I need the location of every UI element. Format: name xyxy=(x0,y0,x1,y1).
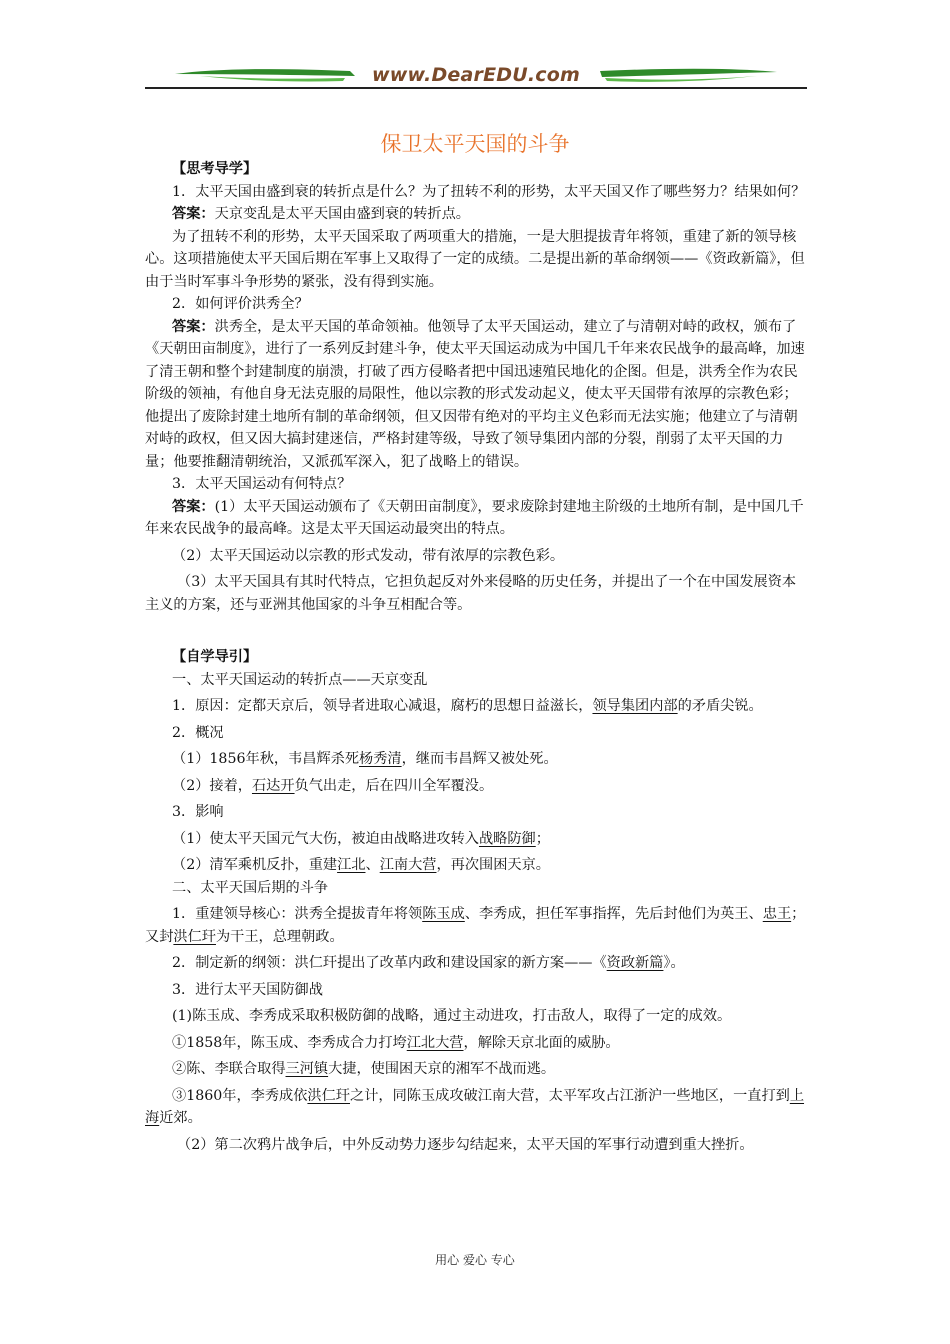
underlined-term: 洪仁玕 xyxy=(307,1087,350,1104)
answer-text: (1）太平天国运动颁布了《天朝田亩制度》，要求废除封建地主阶级的土地所有制，是中国几千年来农民战争的最高峰。这是太平天国运动最突出的特点。 xyxy=(145,498,804,537)
site-logo-text: www.DearEDU.com xyxy=(371,64,581,86)
list-item: （1）1856年秋，韦昌辉杀死杨秀清，继而韦昌辉又被处死。 xyxy=(172,751,558,767)
question-3: 3．太平天国运动有何特点？ xyxy=(172,476,352,492)
answer-1 xyxy=(145,203,807,226)
section-heading-think: 【思考导学】 xyxy=(172,161,258,177)
list-item: ③1860年，李秀成依洪仁玕之计，同陈玉成攻破江南大营，太平军攻占江浙沪一些地区，一直打到上海近郊。 xyxy=(145,1087,805,1126)
underlined-term: 领导集团内部 xyxy=(592,698,678,714)
underlined-term: 陈玉成 xyxy=(422,906,465,922)
list-item: ①1858年，陈玉成、李秀成合力打垮江北大营，解除天京北面的威胁。 xyxy=(172,1034,620,1051)
answer-1-more: 为了扭转不利的形势，太平天国采取了两项重大的措施，一是大胆提拔青年将领，重建了新的领导核心。这项措施使太平天国后期在军事上又取得了一定的成绩。二是提出新的革命纲领——《资政新篇》，但由于当时军事斗争形势的紧张，没有得到实施。 xyxy=(145,228,805,290)
section-gap xyxy=(145,616,807,646)
question-2: 2．如何评价洪秀全？ xyxy=(172,296,309,312)
list-item: 2．制定新的纲领：洪仁玕提出了改革内政和建设国家的新方案——《资政新篇》。 xyxy=(172,955,685,971)
page-footer: 用心 爱心 专心 xyxy=(435,1253,515,1267)
underlined-term: 江北大营 xyxy=(406,1034,464,1051)
underlined-term: 上海 xyxy=(145,1087,805,1126)
answer-text: 洪秀全，是太平天国的革命领袖。他领导了太平天国运动，建立了与清朝对峙的政权，颁布了《天朝田亩制度》，进行了一系列反封建斗争，使太平天国运动成为中国几千年来农民战争的最高峰，加速了清王朝和整个封建制度的崩溃，打破了西方侵略者把中国迅速殖民地化的企图。但是，洪秀全作为农民阶级的领袖，有他自身无法克服的局限性，他以宗教的形式发动起义，使太平天国带有浓厚的宗教色彩；他提出了废除封建土地所有制的革命纲领，但又因带有绝对的平均主义色彩而无法实施；他建立了与清朝对峙的政权，但又因大搞封建迷信，严格封建等级，导致了领导集团内部的分裂，削弱了太平天国的力量；他要推翻清朝统治，又派孤军深入，犯了战略上的错误。 xyxy=(145,318,805,470)
underlined-term: 资政新篇 xyxy=(606,955,664,971)
list-item: 2．概况 xyxy=(172,724,224,741)
page-title: 保卫太平天国的斗争 xyxy=(380,132,570,156)
answer-text: 天京变乱是太平天国由盛到衰的转折点。 xyxy=(214,206,470,222)
list-item: （2）第二次鸦片战争后，中外反动势力逐步勾结起来，太平天国的军事行动遭到重大挫折。 xyxy=(177,1136,754,1153)
underlined-term: 江南大营 xyxy=(379,857,437,873)
list-item: (1)陈玉成、李秀成采取积极防御的战略，通过主动进攻，打击敌人，取得了一定的成效。 xyxy=(172,1008,732,1024)
list-item: （2）清军乘机反扑，重建江北、江南大营，再次围困天京。 xyxy=(172,857,550,873)
list-item: ②陈、李联合取得三河镇大捷，使围困天京的湘军不战而逃。 xyxy=(172,1061,556,1077)
subsection-title-1: 一、太平天国运动的转折点——天京变乱 xyxy=(172,671,428,688)
list-item: 1．重建领导核心：洪秀全提拔青年将领陈玉成、李秀成，担任军事指挥，先后封他们为英王、忠王；又封洪仁玕为干王，总理朝政。 xyxy=(145,906,806,945)
document-body xyxy=(145,158,807,1156)
underlined-term: 杨秀清 xyxy=(359,751,402,767)
list-item: （2）接着，石达开负气出走，后在四川全军覆没。 xyxy=(172,777,494,794)
site-header xyxy=(145,62,807,90)
answer-3-point-3: （3）太平天国具有其时代特点，它担负起反对外来侵略的历史任务，并提出了一个在中国发展资本主义的方案，还与亚洲其他国家的斗争互相配合等。 xyxy=(145,574,797,613)
list-item: 3．进行太平天国防御战 xyxy=(172,981,323,998)
header-rule xyxy=(145,87,807,89)
answer-3 xyxy=(145,496,807,541)
list-item: 1．原因：定都天京后，领导者进取心减退，腐朽的思想日益滋长，领导集团内部的矛盾尖锐。 xyxy=(172,698,763,714)
underlined-term: 石达开 xyxy=(251,777,295,794)
underlined-term: 三河镇 xyxy=(285,1061,329,1077)
answer-label: 答案： xyxy=(172,498,215,515)
subsection-title-2: 二、太平天国后期的斗争 xyxy=(172,879,329,896)
answer-3-point-2: （2）太平天国运动以宗教的形式发动，带有浓厚的宗教色彩。 xyxy=(172,547,565,564)
answer-2 xyxy=(145,316,807,474)
list-item: （1）使太平天国元气大伤，被迫由战略进攻转入战略防御； xyxy=(172,830,550,847)
underlined-term: 江北 xyxy=(337,857,366,873)
question-1: 1．太平天国由盛到衰的转折点是什么？为了扭转不利的形势，太平天国又作了哪些努力？结果如何？ xyxy=(172,183,806,200)
answer-label: 答案： xyxy=(172,206,215,222)
underlined-term: 战略防御 xyxy=(478,830,536,847)
underlined-term: 洪仁玕 xyxy=(173,928,216,945)
answer-label: 答案： xyxy=(172,318,215,335)
list-item: 3．影响 xyxy=(172,804,224,820)
section-heading-self: 【自学导引】 xyxy=(172,649,258,665)
underlined-term: 忠王 xyxy=(762,906,792,922)
